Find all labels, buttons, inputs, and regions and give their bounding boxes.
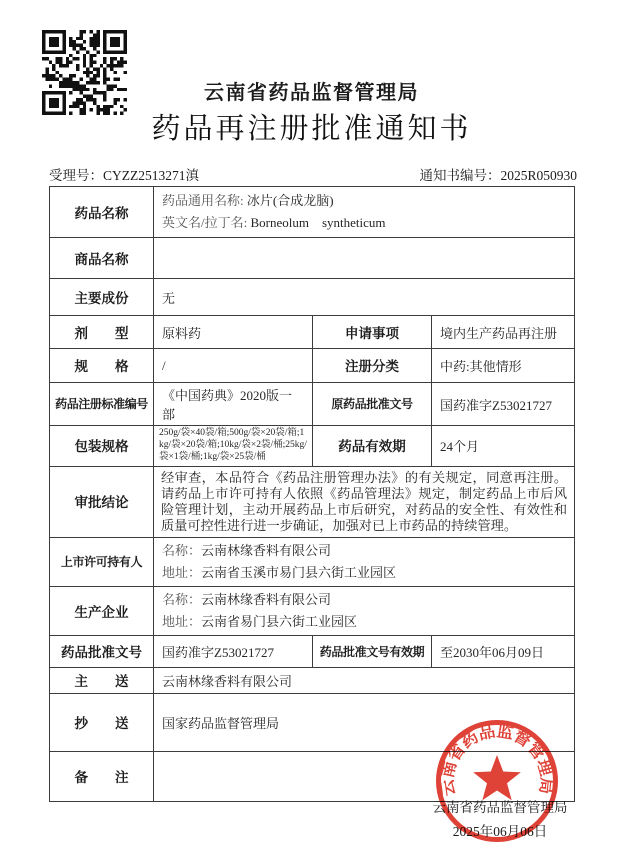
manufacturer-addr-value: 云南省易门县六街工业园区 [201, 614, 358, 630]
row-spec [50, 349, 575, 383]
acceptance-number-label: 受理号： [49, 168, 103, 183]
remarks-value [154, 752, 575, 802]
meta-row [49, 164, 577, 184]
holder-addr-value: 云南省玉溪市易门县六街工业园区 [201, 565, 397, 581]
issue-date: 2025年06月06日 [452, 824, 548, 839]
row-holder [50, 538, 575, 587]
trade-name-value [154, 238, 575, 279]
conclusion-label: 审批结论 [74, 495, 129, 511]
seal-text: 云南省药品监督管理局 [438, 722, 556, 798]
main-send-value: 云南林缘香料有限公司 [154, 668, 575, 694]
row-standard-no [50, 383, 575, 426]
original-approval-no-value: 国药准字Z53021727 [432, 383, 575, 426]
ingredients-label: 主要成份 [74, 290, 129, 306]
registration-class-label: 注册分类 [345, 359, 399, 374]
original-approval-no-label: 原药品批准文号 [331, 397, 413, 411]
remarks-label: 备 注 [74, 770, 129, 786]
copy-send-label: 抄 送 [74, 716, 129, 732]
trade-name-label: 商品名称 [74, 251, 129, 267]
row-remarks [50, 752, 575, 802]
notice-number-value: 2025R050930 [500, 168, 577, 183]
packaging-label: 包装规格 [74, 439, 129, 455]
row-dosage-form [50, 316, 575, 349]
row-ingredients [50, 279, 575, 316]
acceptance-number [49, 164, 199, 184]
approval-no-validity-label: 药品批准文号有效期 [319, 644, 425, 659]
spec-label: 规 格 [74, 359, 129, 374]
latin-name-value: Borneolum syntheticum [250, 215, 386, 230]
spec-value: / [154, 349, 313, 383]
manufacturer-label: 生产企业 [74, 604, 129, 620]
row-copy-send [50, 694, 575, 752]
drug-name-label: 药品名称 [74, 205, 129, 221]
notice-number [419, 164, 577, 184]
standard-no-value: 《中国药典》2020版一部 [154, 383, 313, 426]
row-drug-name [50, 187, 575, 238]
row-main-send [50, 668, 575, 694]
validity-label: 药品有效期 [338, 439, 406, 455]
dosage-form-label: 剂 型 [74, 325, 129, 341]
registration-class-value: 中药:其他情形 [432, 349, 575, 383]
row-packaging [50, 426, 575, 467]
generic-name-value: 冰片(合成龙脑) [246, 192, 334, 208]
manufacturer-addr-line: 地址：云南省易门县六街工业园区 [162, 614, 358, 630]
row-approval-no [50, 636, 575, 668]
notice-number-label: 通知书编号： [419, 168, 501, 183]
standard-no-label: 药品注册标准编号 [55, 397, 148, 411]
row-conclusion [50, 466, 575, 537]
copy-send-value: 国家药品监督管理局 [154, 694, 575, 752]
row-manufacturer [50, 587, 575, 636]
packaging-value: 250g/袋×40袋/箱;500g/袋×20袋/箱;1kg/袋×20袋/箱;10kg/袋×2袋/桶;25kg/袋×1袋/桶;1kg/袋×25袋/桶 [154, 426, 313, 467]
validity-value: 24个月 [432, 426, 575, 467]
issuer-signature: 云南省药品监督管理局 [432, 800, 568, 815]
document-title: 药品再注册批准通知书 [151, 113, 472, 145]
dosage-form-value: 原料药 [154, 316, 313, 349]
approval-table [49, 186, 575, 802]
holder-addr-line: 地址：云南省玉溪市易门县六街工业园区 [162, 565, 397, 581]
holder-label: 上市许可持有人 [60, 555, 143, 570]
agency-title: 云南省药品监督管理局 [204, 82, 419, 104]
acceptance-number-value: CYZZ2513271滇 [103, 168, 199, 183]
application-item-value: 境内生产药品再注册 [432, 316, 575, 349]
holder-name-value: 云南林缘香料有限公司 [201, 543, 332, 558]
approval-no-value: 国药准字Z53021727 [154, 636, 313, 668]
ingredients-value: 无 [154, 279, 575, 316]
manufacturer-name-line: 名称：云南林缘香料有限公司 [162, 592, 332, 608]
generic-name-line: 药品通用名称: 冰片(合成龙脑) [162, 192, 334, 208]
row-trade-name [50, 238, 575, 279]
approval-no-label: 药品批准文号 [61, 645, 142, 661]
conclusion-text: 经审查，本品符合《药品注册管理办法》的有关规定，同意再注册。请药品上市许可持有人依照《药品管理法》规定，制定药品上市后风险管理计划，主动开展药品上市后研究，对药品的安全性、有效性和质量可控性进行进一步确证，加强对已上市药品的持续管理。 [161, 469, 568, 533]
latin-name-line: 英文名/拉丁名: Borneolum syntheticum [162, 215, 386, 230]
main-send-label: 主 送 [74, 674, 129, 690]
manufacturer-name-value: 云南林缘香料有限公司 [201, 592, 332, 608]
application-item-label: 申请事项 [345, 325, 399, 341]
holder-name-line: 名称：云南林缘香料有限公司 [162, 543, 332, 558]
approval-no-validity-value: 至2030年06月09日 [432, 636, 575, 668]
